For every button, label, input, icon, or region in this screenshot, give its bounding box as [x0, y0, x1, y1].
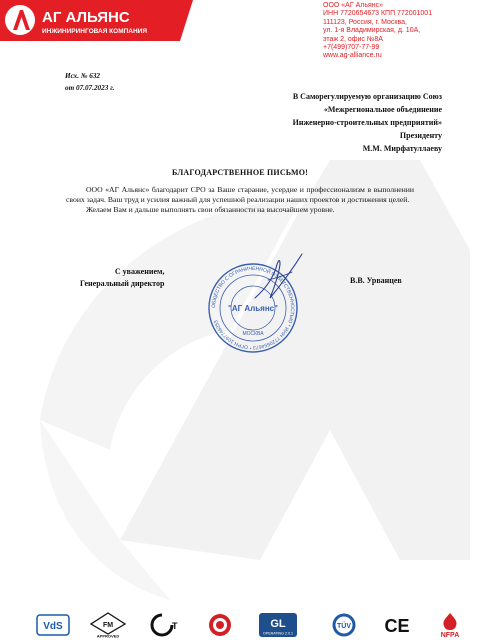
eac-icon — [205, 612, 235, 638]
company-address-office: этаж 2, офис №8А — [323, 35, 383, 43]
body-paragraph: ООО «АГ Альянс» благодарит СРО за Ваше старание, усердие и профессионализм в выполнении своих задач. Ваш труд и усилия важный для успешной реализации наших проектов и достижения целей. — [66, 185, 414, 205]
addressee-line: М.М. Мирфатуллаеву — [362, 144, 442, 153]
nfpa-label: NFPA — [440, 632, 460, 638]
company-contact-info — [323, 2, 478, 61]
addressee-line: Президенту — [399, 131, 442, 140]
ce-icon — [382, 612, 412, 638]
logo-title: АГ АЛЬЯНС — [42, 9, 130, 26]
outgoing-date: от 07.07.2023 г. — [65, 84, 115, 92]
company-name: ООО «АГ Альянс» — [323, 2, 384, 9]
svg-text:Т: Т — [172, 621, 178, 631]
stamp-bottom-text: МОСКВА — [242, 331, 264, 337]
certification-badges — [0, 606, 480, 640]
letterhead — [0, 0, 480, 60]
company-logo — [0, 0, 193, 41]
company-tax-ids: ИНН 7720654673 КПП 772001001 — [323, 10, 433, 18]
addressee-line: «Межрегиональное объединение — [323, 105, 442, 114]
tuv-label: TÜV — [337, 623, 351, 630]
fm-sublabel: APPROVED — [96, 633, 120, 638]
gl-label: GL — [270, 618, 286, 630]
tuv-icon — [330, 612, 358, 638]
company-website[interactable]: www.ag-alliance.ru — [323, 52, 382, 60]
fm-label: FM — [102, 622, 114, 629]
letter-body — [66, 185, 414, 216]
letter-title: БЛАГОДАРСТВЕННОЕ ПИСЬМО! — [171, 168, 309, 177]
outgoing-number: Исх. № 632 — [65, 72, 101, 80]
pct-icon — [150, 612, 180, 638]
stamp-ring-text: ОБЩЕСТВО С ОГРАНИЧЕННОЙ ОТВЕТСТВЕННОСТЬЮ * ИНН 7720654673 * ОГРН 1097746253 — [210, 265, 296, 351]
addressee-block — [212, 90, 442, 155]
addressee-line: В Саморегулируемую организацию Союз — [292, 92, 442, 101]
company-phone: +7(499)707-77-99 — [323, 44, 380, 52]
nfpa-icon — [434, 612, 466, 638]
vds-label: VdS — [43, 621, 63, 632]
gl-icon — [258, 612, 298, 638]
closing-block — [80, 266, 164, 290]
stamp-center-text: "АГ Альянс" — [228, 304, 278, 313]
outgoing-reference — [65, 70, 114, 94]
handwritten-signature — [250, 250, 310, 310]
closing-salutation: С уважением, — [114, 267, 165, 276]
signer-name: В.В. Урванцев — [350, 276, 402, 285]
addressee-line: Инженерно-строительных предприятий» — [292, 118, 442, 127]
ce-label: CE — [384, 616, 410, 636]
company-address-city: 111123, Россия, г. Москва, — [323, 18, 407, 26]
gl-sublabel: OPERATING 2.0.1 — [263, 631, 293, 636]
signer-position: Генеральный директор — [80, 279, 165, 288]
fm-approved-icon — [88, 612, 128, 638]
company-address-street: ул. 1-я Владимирская, д. 10А, — [323, 27, 421, 35]
body-paragraph: Желаем Вам и дальше выполнять свои обязанности на высочайшем уровне. — [86, 205, 335, 215]
logo-subtitle: ИНЖИНИРИНГОВАЯ КОМПАНИЯ — [42, 28, 148, 35]
vds-icon — [36, 612, 70, 638]
